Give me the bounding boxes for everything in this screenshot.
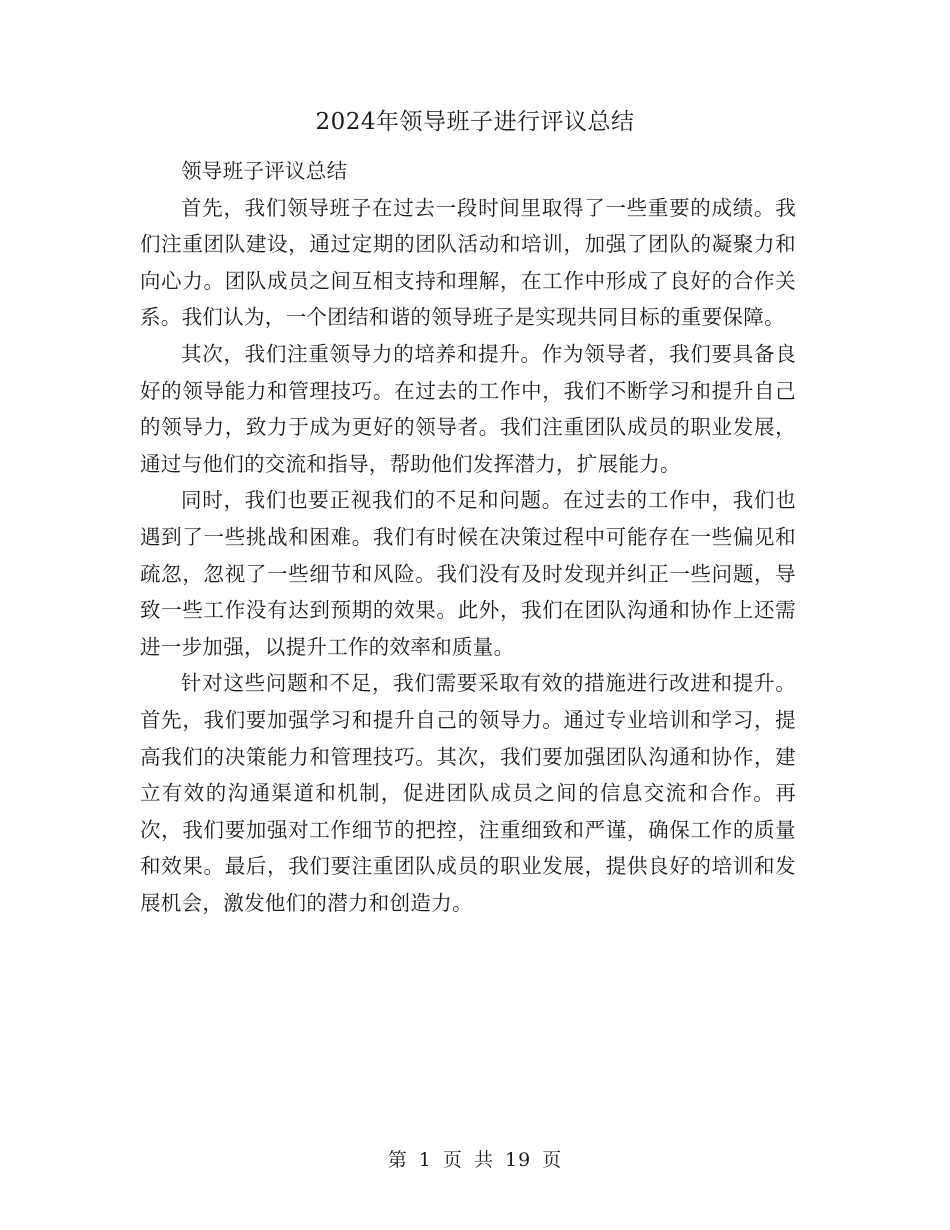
paragraph-shortcomings: 同时，我们也要正视我们的不足和问题。在过去的工作中，我们也遇到了一些挑战和困难。我们有时候在决策过程中可能存在一些偏见和疏忽，忽视了一些细节和风险。我们没有及时发现并纠正一些问题，导致一些工作没有达到预期的效果。此外，我们在团队沟通和协作上还需进一步加强，以提升工作的效率和质量。 <box>140 488 796 659</box>
page-number: 第 1 页 共 19 页 <box>387 1149 563 1171</box>
section-heading: 领导班子评议总结 <box>181 159 348 183</box>
paragraph-improvements: 针对这些问题和不足，我们需要采取有效的措施进行改进和提升。首先，我们要加强学习和提升自己的领导力。通过专业培训和学习，提高我们的决策能力和管理技巧。其次，我们要加强团队沟通和协作，建立有效的沟通渠道和机制，促进团队成员之间的信息交流和合作。再次，我们要加强对工作细节的把控，注重细致和严谨，确保工作的质量和效果。最后，我们要注重团队成员的职业发展，提供良好的培训和发展机会，激发他们的潜力和创造力。 <box>140 671 796 915</box>
paragraph-achievements: 首先，我们领导班子在过去一段时间里取得了一些重要的成绩。我们注重团队建设，通过定期的团队活动和培训，加强了团队的凝聚力和向心力。团队成员之间互相支持和理解，在工作中形成了良好的合作关系。我们认为，一个团结和谐的领导班子是实现共同目标的重要保障。 <box>140 195 796 330</box>
document-body <box>140 153 796 921</box>
document-title: 2024年领导班子进行评议总结 <box>315 109 635 135</box>
paragraph-leadership: 其次，我们注重领导力的培养和提升。作为领导者，我们要具备良好的领导能力和管理技巧。在过去的工作中，我们不断学习和提升自己的领导力，致力于成为更好的领导者。我们注重团队成员的职业发展，通过与他们的交流和指导，帮助他们发挥潜力，扩展能力。 <box>140 341 796 476</box>
